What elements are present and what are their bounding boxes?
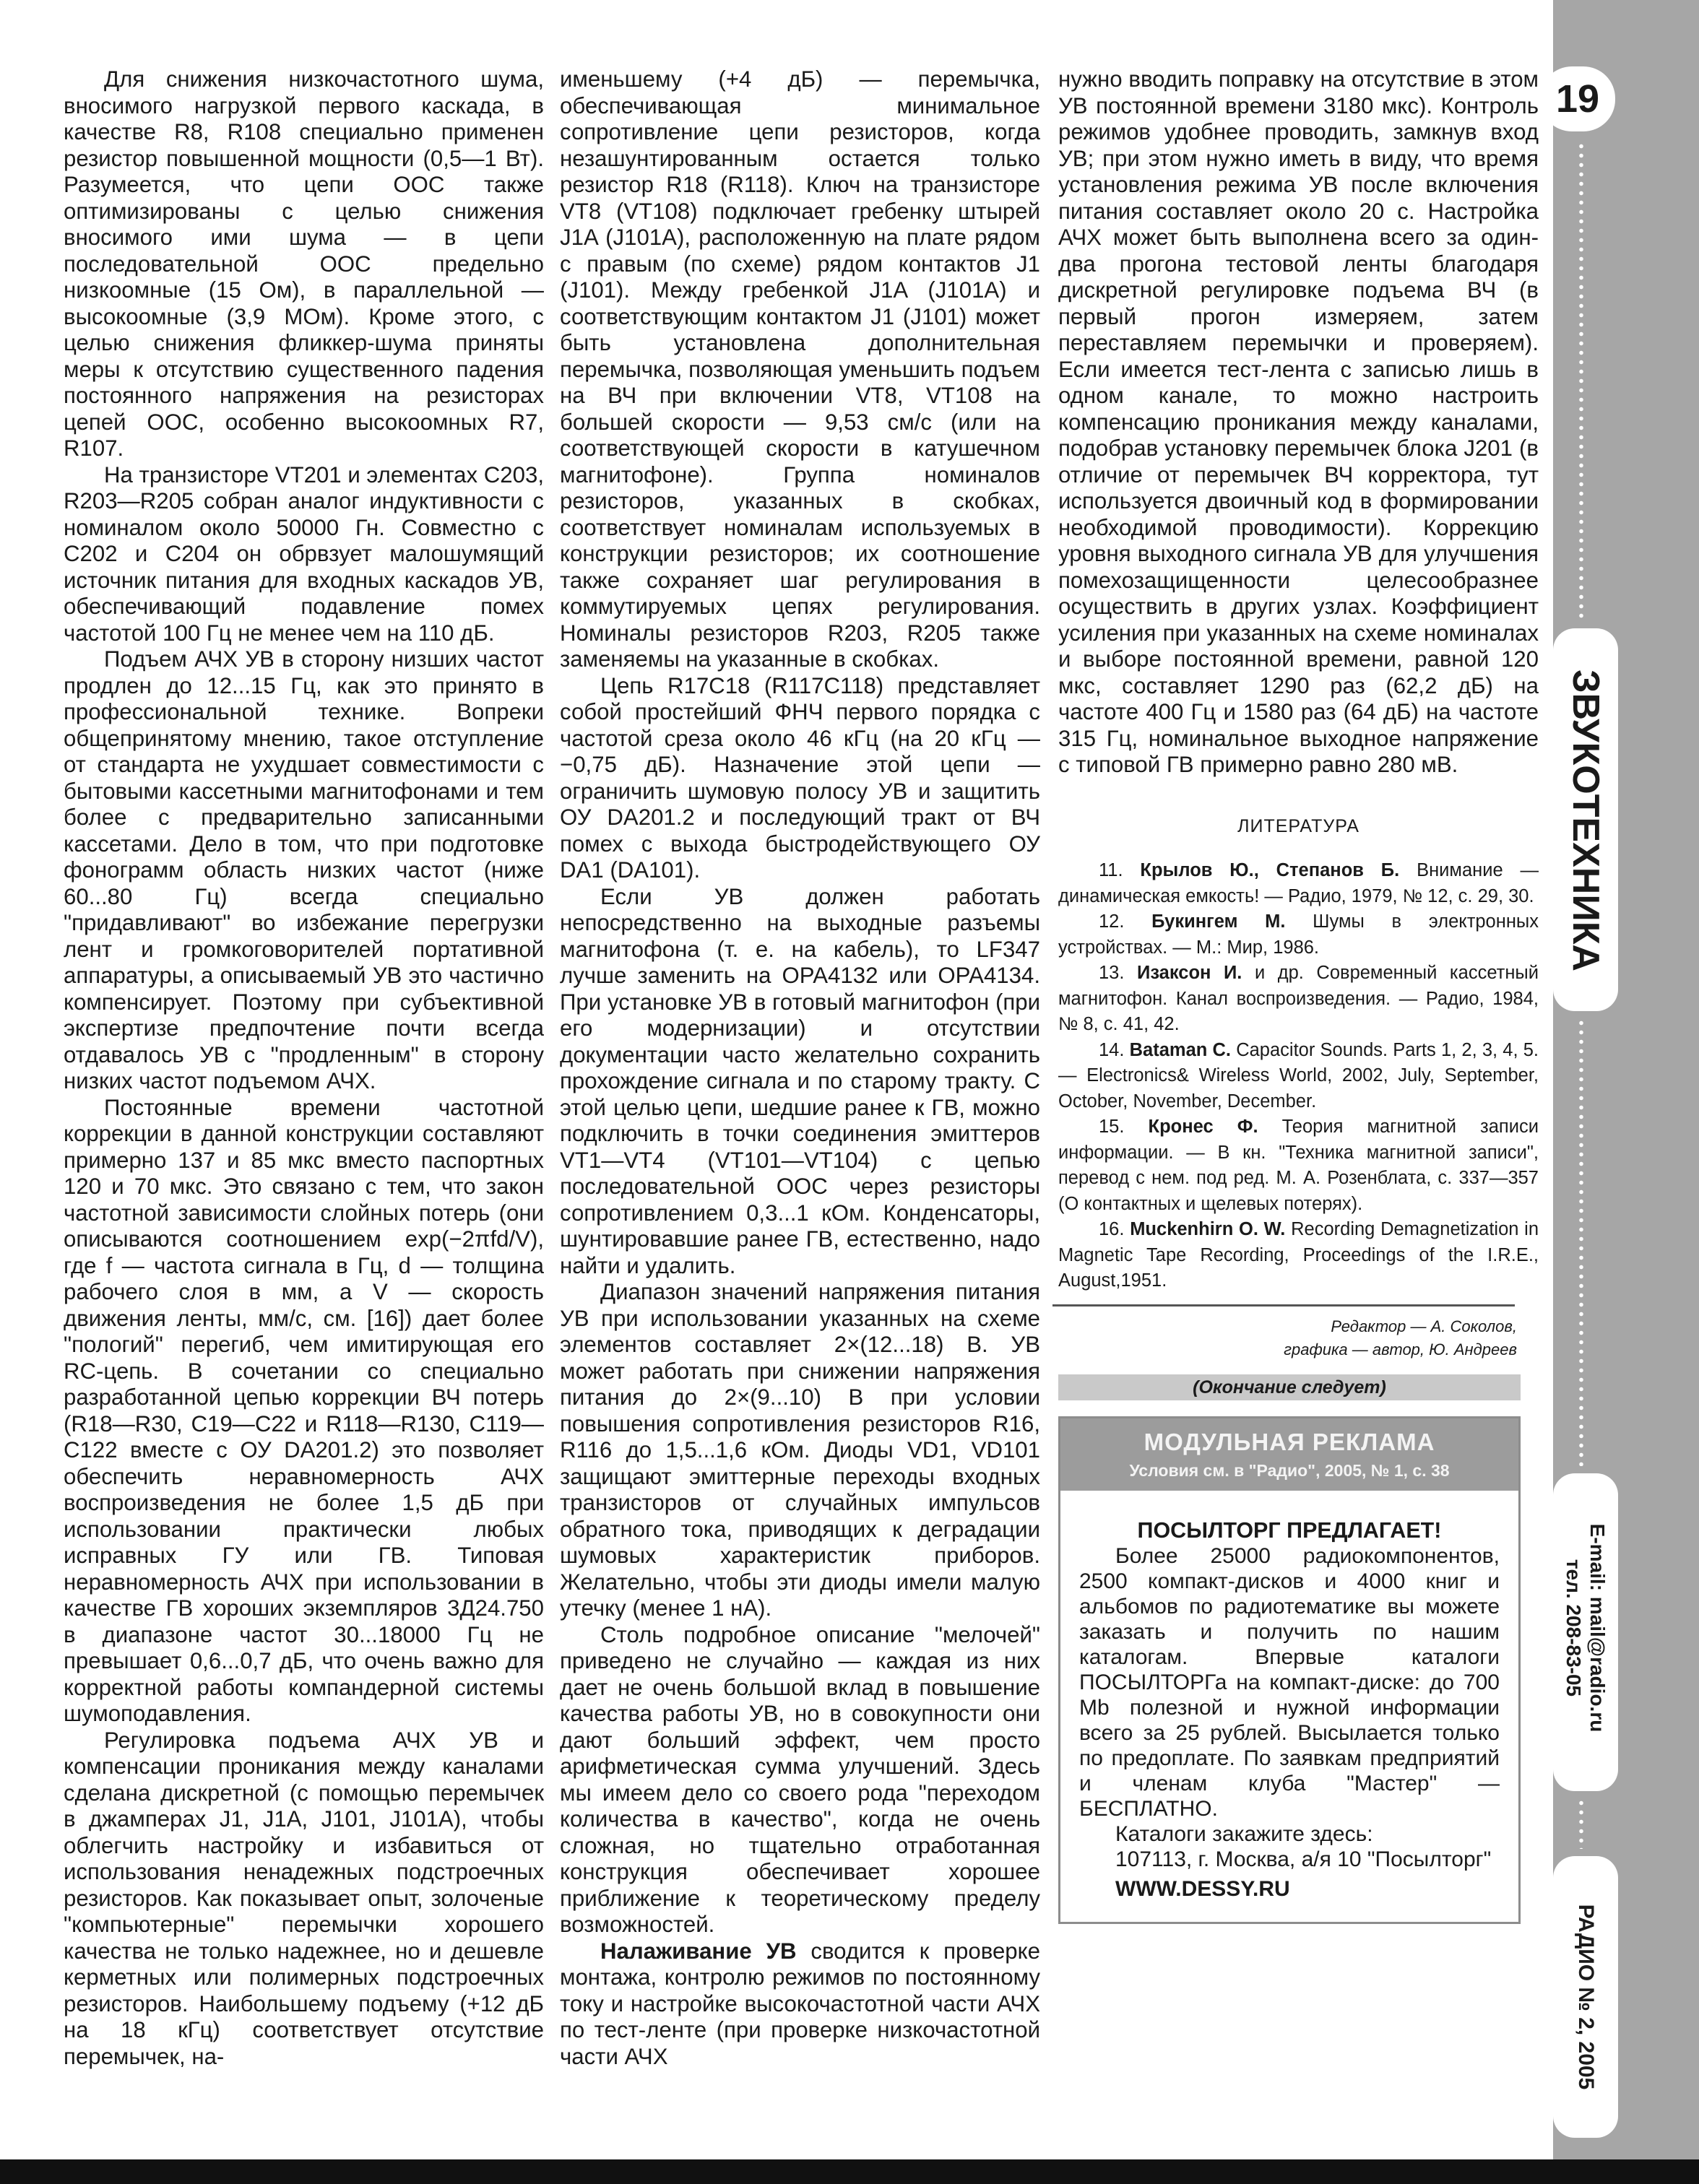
ad-text: Более 25000 радиокомпонентов, 2500 компакт-дисков и 4000 книг и альбомов по радиотематике вы можете заказать и получить по нашим каталогам. Впервые каталоги ПОСЫЛТОРГа на компакт-диске: до 700 Mb полезной и нужной информации всего за 25 рублей. Высылается только по предоплате. По заявкам предприятий и членам клуба "Мастер" — БЕСПЛАТНО. xyxy=(1079,1543,1500,1821)
paragraph: Регулировка подъема АЧХ УВ и компенсации проникания между каналами сделана дискретной (с помощью перемычек в джамперах J1, J1A, J101, J101A), чтобы облегчить настройку и избавиться от использования ненадежных подстроечных резисторов. Как показывает опыт, золоченые "компьютерные" перемычки хорошего качества не только надежнее, но и дешевле керметных или полимерных подстроечных резисторов. Наибольшему подъему (+12 дБ на 18 кГц) соответствует отсутствие перемычек, на- xyxy=(64,1727,544,2069)
reference-text: и др. Современный кассетный магнитофон. Канал воспроизведения. — Радио, 1984, № 8, с. 41, 42. xyxy=(1058,963,1539,1034)
page-number: 19 xyxy=(1540,66,1615,131)
reference-text: Внимание — динамическая емкость! — Радио, 1979, № 12, с. 29, 30. xyxy=(1058,860,1539,906)
text-column-2 xyxy=(560,66,1040,2070)
section-tab xyxy=(1553,628,1618,1011)
to-be-continued-bar: (Окончание следует) xyxy=(1058,1374,1521,1400)
paragraph: Постоянные времени частотной коррекции в данной конструкции составляют примерно 137 и 85 мкс вместо паспортных 120 и 70 мкс. Это связано с тем, что закон частотной зависимости слойных потерь (они описываются соотношением exp(−2πfd/V), где f — частота сигнала в Гц, d — толщина рабочего слоя в мм, a V — скорость движения ленты, мм/с, см. [16]) дает более "пологий" перегиб, чем имитирующая его RC-цепь. В сочетании со специально разработанной цепью коррекции ВЧ потерь (R18—R30, C19—C22 и R118—R130, C119—C122 вместе с ОУ DA201.2) это позволяет обеспечить неравномерность АЧХ воспроизведения не более 1,5 дБ при использовании практически любых исправных ГУ или ГВ. Типовая неравномерность АЧХ при использовании в качестве ГВ хороших экземпляров 3Д24.750 в диапазоне частот 30...18000 Гц не превышает 0,6...0,7 дБ, что очень важно для корректной работы компандерной системы шумоподавления. xyxy=(64,1094,544,1726)
side-band xyxy=(1553,0,1699,2159)
reference-text: Шумы в электронных устройствах. — М.: Мир, 1986. xyxy=(1058,911,1539,958)
reference-text: Recording Demagnetization in Magnetic Tape Recording, Proceedings of the I.R.E., August,1951. xyxy=(1058,1219,1539,1291)
dotted-rule xyxy=(1578,142,1585,618)
subsection-title: Налаживание УВ xyxy=(600,1938,797,1964)
paragraph xyxy=(560,1938,1040,2071)
paragraph: Подъем АЧХ УВ в сторону низших частот продлен до 12...15 Гц, как это принято в профессиональной технике. Вопреки общепринятому мнению, такое отступление от стандарта не ухудшает совместимости с бытовыми кассетными магнитофонами и тем более с предварительно записанными кассетами. Дело в том, что при подготовке фонограмм область низких частот (ниже 60...80 Гц) всегда специально "придавливают" во избежание перегрузки лент и громкоговорителей портативной аппаратуры, а описываемый УВ это частично компенсирует. Поэтому при субъективной экспертизе предпочтение почти всегда отдавалось УВ с "продленным" в сторону низких частот подъемом АЧХ. xyxy=(64,646,544,1093)
paragraph: На транзисторе VT201 и элементах C203, R203—R205 собран аналог индуктивности с номиналом около 50000 Гн. Совместно с C202 и C204 он обрвзует малошумящий источник питания для входных каскадов УВ, обеспечивающий подавление помех частотой 100 Гц не менее чем на 110 дБ. xyxy=(64,462,544,646)
divider xyxy=(1052,1304,1515,1306)
reference-number: 15. xyxy=(1099,1117,1125,1137)
reference-item xyxy=(1058,1217,1539,1294)
reference-item xyxy=(1058,909,1539,961)
reference-number: 11. xyxy=(1099,860,1123,880)
paragraph: Цепь R17C18 (R117C118) представляет собой простейший ФНЧ первого порядка с частотой среза около 46 кГц (на 20 кГц — −0,75 дБ). Назначение этой цепи — ограничить шумовую полосу УВ и защитить ОУ DA201.2 и последующий тракт от ВЧ помех с выхода быстродействующего ОУ DA1 (DA101). xyxy=(560,672,1040,883)
reference-author: Muckenhirn O. W. xyxy=(1130,1219,1286,1239)
dotted-rule xyxy=(1578,1018,1585,1466)
ad-subtitle: Условия см. в "Радио", 2005, № 1, с. 38 xyxy=(1129,1460,1450,1480)
phone-number: тел. 208-83-05 xyxy=(1562,1559,1585,1697)
references-list xyxy=(1058,858,1539,1294)
paragraph: Если УВ должен работать непосредственно на выходные разъемы магнитофона (т. е. на кабель), то LF347 лучше заменить на OPA4132 или OPA4134. При установке УВ в готовый магнитофон (при его модернизации) и отсутствии документации часто желательно сохранить прохождение сигнала и по старому тракту. С этой целью цепи, шедшие ранее к ГВ, можно подключить в точки соединения эмиттеров VT1—VT4 (VT101—VT104) с цепью последовательной ООС через резисторы сопротивлением 0,3...1 кОм. Конденсаторы, шунтировавшие ранее ГВ, естественно, надо найти и удалить. xyxy=(560,883,1040,1278)
paragraph: Столь подробное описание "мелочей" приведено не случайно — каждая из них дает не очень большой вклад в повышение качества работы УВ, но в совокупности они дают больший эффект, чем просто арифметическая сумма улучшений. Здесь мы имеем дело со своего рода "переходом количества в качество", когда не очень сложная, но тщательно отработанная конструкция обеспечивает хорошее приближение к теоретическому пределу возможностей. xyxy=(560,1621,1040,1937)
reference-author: Кронес Ф. xyxy=(1148,1117,1258,1137)
contact-tab xyxy=(1553,1473,1618,1791)
bottom-edge xyxy=(0,2159,1699,2184)
credits xyxy=(1058,1315,1539,1361)
issue-info: РАДИО № 2, 2005 xyxy=(1574,1904,1598,2090)
paragraph: нужно вводить поправку на отсутствие в этом УВ постоянной времени 3180 мкс). Контроль режимов удобнее проводить, замкнув вход УВ; при этом нужно иметь в виду, что время установления режима УВ после включения питания составляет около 20 с. Настройка АЧХ может быть выполнена всего за один-два прогона тестовой ленты благодаря дискретной регулировке подъема ВЧ (в первый прогон измеряем, затем переставляем перемычки и проверяем). Если имеется тест-лента с записью лишь в одном канале, то можно настроить компенсацию проникания между каналами, подобрав установку перемычек блока J201 (в отличие от перемычек ВЧ корректора, тут используется двоичный код в формировании необходимой проводимости). Коррекцию уровня выходного сигнала УВ для улучшения помехозащищенности целесообразнее осуществить в других узлах. Коэффициент усиления при указанных на схеме номиналах и выборе постоянной времени, равной 120 мкс, составляет 1290 раз (62,2 дБ) на частоте 400 Гц и 1580 раз (64 дБ) на частоте 315 Гц, номинальное выходное напряжение с типовой ГВ примерно равно 280 мВ. xyxy=(1058,66,1539,777)
reference-author: Букингем М. xyxy=(1151,911,1286,932)
references-heading: ЛИТЕРАТУРА xyxy=(1237,815,1359,836)
reference-number: 16. xyxy=(1099,1219,1125,1239)
graphics-credit: графика — автор, Ю. Андреев xyxy=(1284,1340,1517,1358)
reference-text: Capacitor Sounds. Parts 1, 2, 3, 4, 5. — Electronics& Wireless World, 2002, July, September, October, November, December. xyxy=(1058,1039,1539,1112)
reference-item xyxy=(1058,961,1539,1038)
paragraph: именьшему (+4 дБ) — перемычка, обеспечивающая минимальное сопротивление цепи резисторов, когда незашунтированным остается только резистор R18 (R118). Ключ на транзисторе VT8 (VT108) подключает гребенку штырей J1A (J101A), расположенную на плате рядом с правым (по схеме) рядом контактов J1 (J101). Между гребенкой J1A (J101A) и соответствующим контактом J1 (J101) может быть установлена дополнительная перемычка, позволяющая уменьшить подъем на ВЧ при включении VT8, VT108 на большей скорости — 9,53 см/с (или на соответствующей скорости в катушечном магнитофоне). Группа номиналов резисторов, указанных в скобках, соответствует номиналам используемых в конструкции резисторов; их соотношение также сохраняет шаг регулирования в коммутируемых цепях регулирования. Номиналы резисторов R203, R205 также заменяемы на указанные в скобках. xyxy=(560,66,1040,672)
reference-author: Bataman C. xyxy=(1129,1039,1232,1060)
advertisement-box xyxy=(1058,1416,1521,1924)
ad-title: МОДУЛЬНАЯ РЕКЛАМА xyxy=(1144,1428,1435,1455)
contact-info xyxy=(1562,1469,1609,1787)
paragraph: Для снижения низкочастотного шума, вносимого нагрузкой первого каскада, в качестве R8, R108 специально применен резистор повышенной мощности (0,5—1 Вт). Разумеется, что цепи ООС также оптимизированы с целью снижения вносимого ими шума — в цепи последовательной ООС предельно низкоомные (15 Ом), в параллельной —высокоомные (3,9 МОм). Кроме этого, с целью снижения фликкер-шума приняты меры к отсутствию существенного падения постоянного напряжения на резисторах цепей ООС, особенно высокоомных R7, R107. xyxy=(64,66,544,461)
text-column-1 xyxy=(64,66,544,2070)
reference-number: 12. xyxy=(1099,911,1125,932)
issue-tab xyxy=(1553,1856,1618,2138)
ad-catalog-label: Каталоги закажите здесь: xyxy=(1115,1821,1373,1846)
paragraph: Диапазон значений напряжения питания УВ при использовании указанных на схеме элементов составляет 2×(12...18) В. УВ может работать при снижении напряжения питания до 2×(9...10) В при условии повышения сопротивления резисторов R16, R116 до 1,5...1,6 кОм. Диоды VD1, VD101 защищают эмиттерные переходы входных транзисторов от случайных импульсов обратного тока, приводящих к деградации шумовых характеристик приборов. Желательно, чтобы эти диоды имели малую утечку (менее 1 нА). xyxy=(560,1279,1040,1621)
email-link[interactable]: E-mail: mail@radio.ru xyxy=(1586,1523,1609,1733)
reference-item xyxy=(1058,1038,1539,1115)
ad-header xyxy=(1060,1418,1518,1491)
section-title: ЗВУКОТЕХНИКА xyxy=(1565,669,1607,972)
ad-website-link[interactable]: WWW.DESSY.RU xyxy=(1115,1876,1290,1901)
reference-number: 13. xyxy=(1099,963,1125,983)
dotted-rule xyxy=(1578,1798,1585,1849)
reference-author: Крылов Ю., Степанов Б. xyxy=(1140,860,1400,880)
reference-text: Теория магнитной записи информации. — В кн. "Техника магнитной записи", перевод с нем. под ред. М. А. Розенблата, с. 337—357 (О контактных и щелевых потерях). xyxy=(1058,1117,1539,1214)
paragraph-text: сводится к проверке монтажа, контролю режимов по постоянному току и настройке высокочастотной части АЧХ по тест-ленте (при проверке низкочастотной части АЧХ xyxy=(560,1938,1040,2069)
text-column-3 xyxy=(1058,66,1539,1924)
reference-item xyxy=(1058,858,1539,909)
reference-number: 14. xyxy=(1099,1039,1125,1060)
reference-item xyxy=(1058,1114,1539,1217)
ad-body xyxy=(1060,1491,1518,1922)
editor-credit: Редактор — А. Соколов, xyxy=(1331,1317,1517,1335)
ad-address: 107113, г. Москва, а/я 10 "Посылторг" xyxy=(1115,1847,1492,1871)
ad-heading: ПОСЫЛТОРГ ПРЕДЛАГАЕТ! xyxy=(1137,1517,1442,1543)
reference-author: Изаксон И. xyxy=(1137,963,1242,983)
